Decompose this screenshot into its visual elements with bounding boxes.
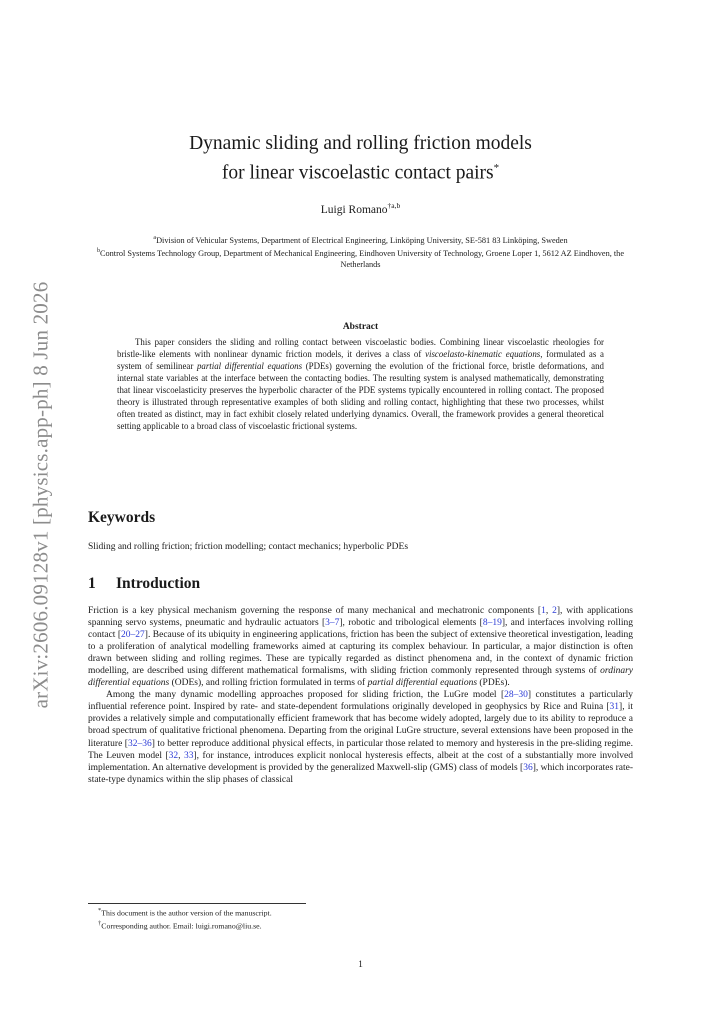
citation-link[interactable]: 1 xyxy=(541,606,546,616)
affiliation-b: $^b$Control Systems Technology Group, Department of Mechanical Engineering, Eindhoven University of Technology, Groene Loper 1, 5612 AZ Eindhoven, the Netherlands xyxy=(96,248,625,269)
abstract-heading: Abstract xyxy=(342,322,379,332)
affiliation-a: $^a$Division of Vehicular Systems, Department of Electrical Engineering, Linköping University, SE-581 83 Linköping, Sweden xyxy=(153,235,568,245)
citation-link[interactable]: 3–7 xyxy=(325,618,340,629)
citation-link[interactable]: 36 xyxy=(523,762,533,773)
citation-link[interactable]: 28–30 xyxy=(504,690,528,701)
citation-link[interactable]: 33 xyxy=(184,750,194,761)
abstract-body: This paper considers the sliding and rolling contact between viscoelastic bodies. Combining linear viscoelastic rheologies for bristle-like elements with nonlinear dynamic friction models, it derives a class of viscoelasto-kinematic equations, formulated as a system of semilinear partial differential equations (PDEs) governing the evolution of the frictional force, bristle deformations, and internal state variables at the interface between the contacting bodies. The resulting system is analysed mathematically, demonstrating that linear viscoelasticity preserves the hyperbolic character of the PDE systems typically encountered in rolling contact. The proposed theory is illustrated through representative examples of both sliding and rolling contact, highlighting that these two processes, whilst often treated as distinct, may in fact exhibit closely related underlying dynamics. Overall, the framework provides a general theoretical setting applicable to a broad class of viscoelastic frictional systems. xyxy=(117,337,604,431)
title-line-2: for linear viscoelastic contact pairs* xyxy=(221,162,500,184)
author-name: Luigi Romano xyxy=(320,203,388,216)
footnote-2: †Corresponding author. Email: luigi.romano@liu.se. xyxy=(98,920,262,931)
footnote-rule xyxy=(88,903,306,904)
page-number: 1 xyxy=(358,960,363,970)
citation-link[interactable]: 20–27 xyxy=(121,630,145,641)
title-line-1: Dynamic sliding and rolling friction models xyxy=(189,133,532,154)
citation-link[interactable]: 32 xyxy=(168,750,179,761)
section-number: 1 xyxy=(88,575,96,592)
introduction-body xyxy=(88,605,633,786)
footnotes xyxy=(88,906,272,932)
author-marks: †a,b xyxy=(387,201,401,210)
paper-title xyxy=(88,131,633,186)
affiliations xyxy=(88,233,633,270)
citation-link[interactable]: 8–19 xyxy=(482,618,502,629)
arxiv-identifier: arXiv:2606.09128v1 [physics.app-ph] 8 Jun 2026 xyxy=(28,281,53,709)
section-heading-introduction xyxy=(88,575,200,593)
paragraph-1: Friction is a key physical mechanism governing the response of many mechanical and mechatronic components [1, 2], with applications spanning servo systems, pneumatic and hydraulic actuators [3–7], robotic and tribological elements [8–19], and interfaces involving rolling contact [20–27]. Because of its ubiquity in engineering applications, friction has been the subject of extensive theoretical investigation, leading to a proliferation of analytical modelling frameworks aimed at capturing its complex behaviour. In particular, a major distinction is often drawn between sliding and rolling regimes. These are typically regarded as distinct phenomena and, in the context of dynamic friction modelling, are described using different mathematical formalisms, with sliding friction commonly represented through systems of ordinary differential equations (ODEs), and rolling friction formulated in terms of partial differential equations (PDEs). xyxy=(88,606,634,689)
footnote-1: *This document is the author version of the manuscript. xyxy=(98,907,272,918)
section-title: Introduction xyxy=(116,575,201,592)
keywords-heading: Keywords xyxy=(88,509,156,526)
title-footnote-mark: * xyxy=(493,162,500,174)
keywords-list: Sliding and rolling friction; friction modelling; contact mechanics; hyperbolic PDEs xyxy=(88,542,409,552)
paragraph-2: Among the many dynamic modelling approaches proposed for sliding friction, the LuGre model [28–30] constitutes a particularly influential reference point. Inspired by rate- and state-dependent formulations originally developed in geophysics by Rice and Ruina [31], it provides a relatively simple and computationally efficient framework that has become widely adopted, largely due to its ability to reproduce a broad spectrum of qualitative frictional phenomena. Departing from the original LuGre structure, several extensions have been proposed in the literature [32–36] to better reproduce additional physical effects, in particular those related to memory and hysteresis in the pre-sliding regime. The Leuven model [32, 33], for instance, introduces explicit nonlocal hysteresis effects, albeit at the cost of a substantially more involved implementation. An alternative development is provided by the generalized Maxwell-slip (GMS) class of models [36], which incorporates rate-state-type dynamics within the slip phases of classical xyxy=(88,690,634,785)
author-line xyxy=(88,201,633,216)
citation-link[interactable]: 32–36 xyxy=(127,738,152,749)
citation-link[interactable]: 31 xyxy=(609,702,620,713)
citation-link[interactable]: 2 xyxy=(552,606,557,616)
